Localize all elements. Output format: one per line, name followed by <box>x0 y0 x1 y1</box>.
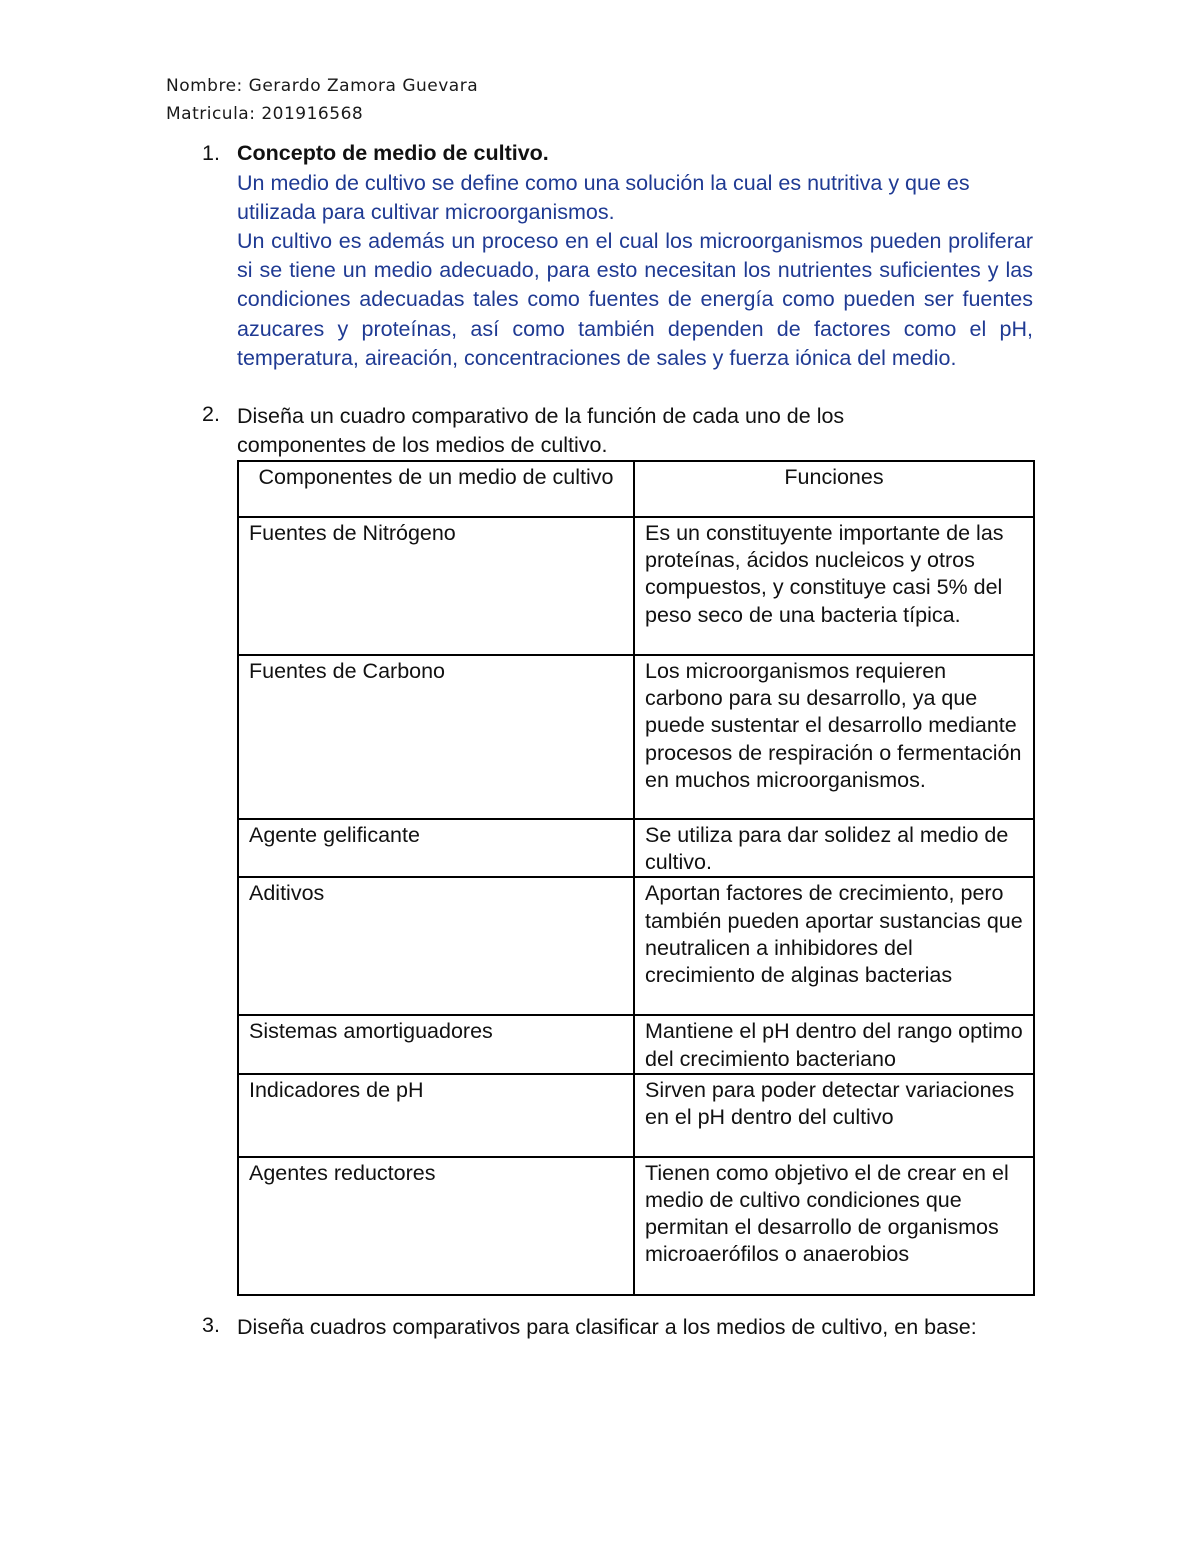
table-row <box>238 1157 1034 1295</box>
component-cell: Agentes reductores <box>238 1157 634 1295</box>
table-row <box>238 877 1034 1015</box>
header-components: Componentes de un medio de cultivo <box>238 461 634 517</box>
question-3-text: Diseña cuadros comparativos para clasificar a los medios de cultivo, en base: <box>237 1315 977 1339</box>
question-1-number: 1. <box>202 141 220 165</box>
component-cell: Aditivos <box>238 877 634 1015</box>
component-cell: Indicadores de pH <box>238 1074 634 1157</box>
comparison-table <box>237 460 1035 1296</box>
question-1-answer-paragraph-1: Un medio de cultivo se define como una solución la cual es nutritiva y que es utilizada para cultivar microorganismos. <box>237 171 970 225</box>
function-cell: Se utiliza para dar solidez al medio de cultivo. <box>634 819 1034 877</box>
question-2-number: 2. <box>202 402 220 426</box>
question-2-text: Diseña un cuadro comparativo de la función de cada uno de los componentes de los medios de cultivo. <box>237 404 845 457</box>
component-cell: Sistemas amortiguadores <box>238 1015 634 1073</box>
student-name: Nombre: Gerardo Zamora Guevara <box>166 76 479 96</box>
table-row <box>238 517 1034 655</box>
table-row <box>238 819 1034 877</box>
function-cell: Es un constituyente importante de las proteínas, ácidos nucleicos y otros compuestos, y constituye casi 5% del peso seco de una bacteria típica. <box>634 517 1034 655</box>
header-functions: Funciones <box>634 461 1034 517</box>
question-3-number: 3. <box>202 1313 220 1337</box>
table-header-row <box>238 461 1034 517</box>
student-id: Matricula: 201916568 <box>166 104 364 124</box>
function-cell: Aportan factores de crecimiento, pero también pueden aportar sustancias que neutralicen a inhibidores del crecimiento de alginas bacterias <box>634 877 1034 1015</box>
function-cell: Tienen como objetivo el de crear en el medio de cultivo condiciones que permitan el desarrollo de organismos microaerófilos o anaerobios <box>634 1157 1034 1295</box>
table-row <box>238 1015 1034 1073</box>
component-cell: Fuentes de Nitrógeno <box>238 517 634 655</box>
question-1-answer-paragraph-2: Un cultivo es además un proceso en el cual los microorganismos pueden proliferar si se tiene un medio adecuado, para esto necesitan los nutrientes suficientes y las condiciones adecuadas tales como fuentes de energía como pueden ser fuentes azucares y proteínas, así como también dependen de factores como el pH, temperatura, aireación, concentraciones de sales y fuerza iónica del medio. <box>237 229 1033 370</box>
student-header <box>166 72 478 128</box>
function-cell: Mantiene el pH dentro del rango optimo del crecimiento bacteriano <box>634 1015 1034 1073</box>
table-row <box>238 655 1034 819</box>
function-cell: Los microorganismos requieren carbono para su desarrollo, ya que puede sustentar el desarrollo mediante procesos de respiración o fermentación en muchos microorganismos. <box>634 655 1034 819</box>
component-cell: Fuentes de Carbono <box>238 655 634 819</box>
component-cell: Agente gelificante <box>238 819 634 877</box>
function-cell: Sirven para poder detectar variaciones en el pH dentro del cultivo <box>634 1074 1034 1157</box>
question-1-title: Concepto de medio de cultivo. <box>237 141 549 165</box>
table-row <box>238 1074 1034 1157</box>
